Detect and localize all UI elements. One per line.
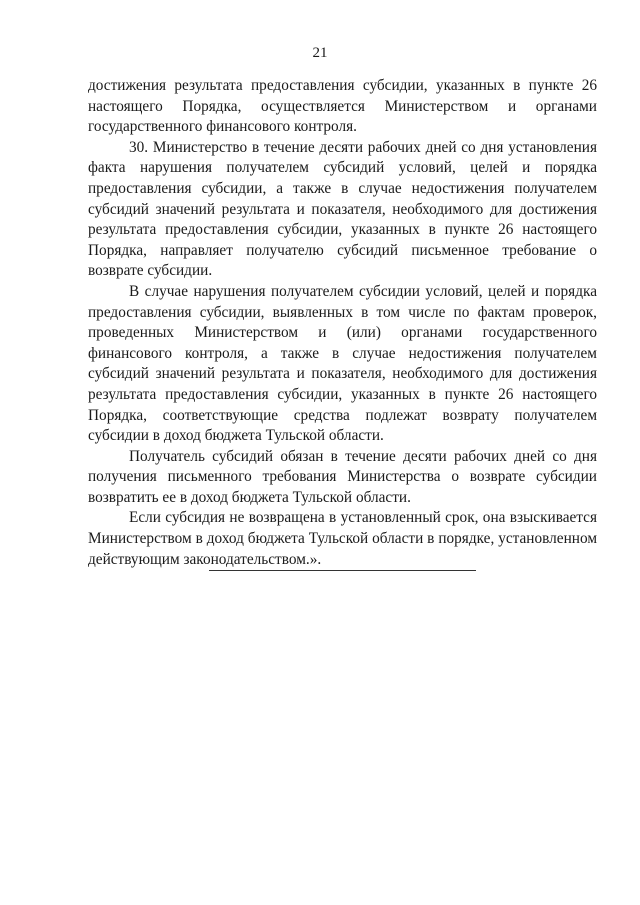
- paragraph-recovery: Если субсидия не возвращена в установленный срок, она взыскивается Министерством в доход бюджета Тульской области в порядке, установленном действующим законодательством.».: [88, 509, 597, 568]
- paragraph-item-30: 30. Министерство в течение десяти рабочих дней со дня установления факта нарушения получателем субсидий условий, целей и порядка предоставления субсидии, а также в случае недостижения получателем субсидий значений результата и показателя, необходимого для достижения результата предоставления субсидии, указанных в пункте 26 настоящего Порядка, направляет получателю субсидий письменное требование о возврате субсидии.: [88, 138, 597, 280]
- paragraph-violation-return: В случае нарушения получателем субсидии условий, целей и порядка предоставления субсидии, выявленных в том числе по фактам проверок, проведенных Министерством и (или) органами государственного финансового контроля, а также в случае недостижения получателем субсидий значений результата и показателя, необходимого для достижения результата предоставления субсидии, указанных в пункте 26 настоящего Порядка, соответствующие средства подлежат возврату получателем субсидии в доход бюджета Тульской области.: [88, 282, 597, 445]
- closing-divider-line: [209, 570, 476, 571]
- document-body: [88, 76, 597, 570]
- paragraph-continuation: достижения результата предоставления субсидии, указанных в пункте 26 настоящего Порядка, осуществляется Министерством и органами государственного финансового контроля.: [88, 77, 597, 136]
- page-number: 21: [312, 45, 328, 61]
- paragraph-return-deadline: Получатель субсидий обязан в течение десяти рабочих дней со дня получения письменного требования Министерства о возврате субсидии возвратить ее в доход бюджета Тульской области.: [88, 447, 597, 506]
